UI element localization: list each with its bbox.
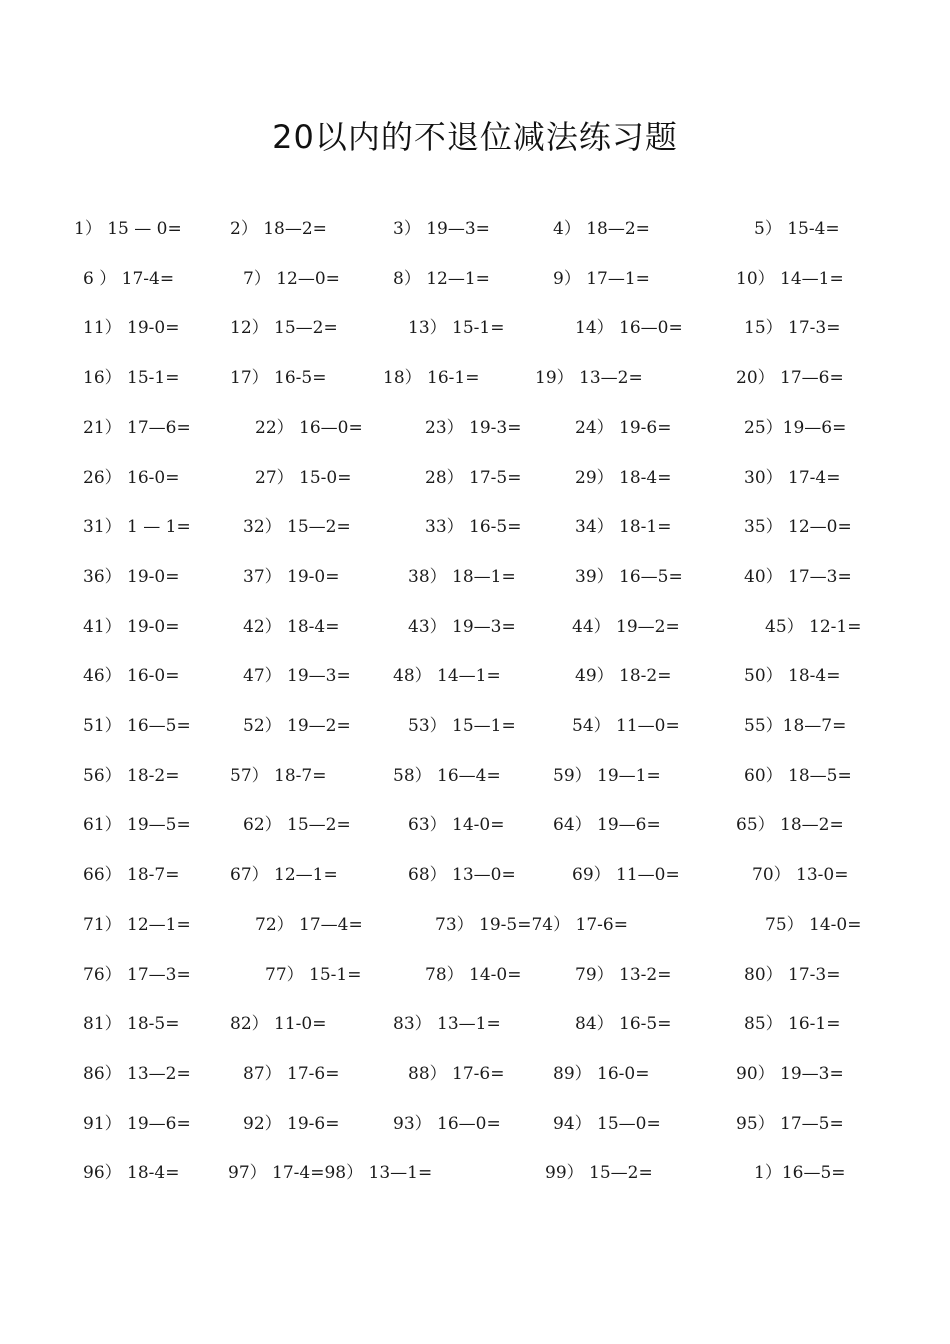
problem-item: 39） 16—5= — [575, 567, 683, 587]
problem-item: 31） 1 — 1= — [83, 517, 191, 537]
problem-item: 93） 16—0= — [393, 1114, 501, 1134]
problem-item: 51） 16—5= — [83, 716, 191, 736]
problem-item: 59） 19—1= — [553, 766, 661, 786]
problem-item: 80） 17-3= — [744, 965, 841, 985]
problem-item: 32） 15—2= — [243, 517, 351, 537]
problem-item: 8） 12—1= — [393, 269, 490, 289]
problem-item: 49） 18-2= — [575, 666, 672, 686]
problem-item: 37） 19-0= — [243, 567, 340, 587]
problem-item: 87） 17-6= — [243, 1064, 340, 1084]
problem-item: 42） 18-4= — [243, 617, 340, 637]
problem-item: 48） 14—1= — [393, 666, 501, 686]
problem-item: 13） 15-1= — [408, 318, 505, 338]
problem-item: 20） 17—6= — [736, 368, 844, 388]
problem-item: 84） 16-5= — [575, 1014, 672, 1034]
problem-item: 40） 17—3= — [744, 567, 852, 587]
problem-item: 3） 19—3= — [393, 219, 490, 239]
problem-item: 97） 17-4=98） 13—1= — [228, 1163, 433, 1183]
problem-item: 5） 15-4= — [754, 219, 840, 239]
problem-item: 73） 19-5=74） 17-6= — [435, 915, 628, 935]
problem-item: 41） 19-0= — [83, 617, 180, 637]
problem-item: 61） 19—5= — [83, 815, 191, 835]
problem-item: 89） 16-0= — [553, 1064, 650, 1084]
problem-item: 1）16—5= — [754, 1163, 846, 1183]
problem-item: 35） 12—0= — [744, 517, 852, 537]
problem-item: 16） 15-1= — [83, 368, 180, 388]
problem-item: 79） 13-2= — [575, 965, 672, 985]
problem-item: 43） 19—3= — [408, 617, 516, 637]
problem-item: 17） 16-5= — [230, 368, 327, 388]
problem-item: 94） 15—0= — [553, 1114, 661, 1134]
problem-item: 77） 15-1= — [265, 965, 362, 985]
problem-item: 62） 15—2= — [243, 815, 351, 835]
problem-item: 26） 16-0= — [83, 468, 180, 488]
problem-item: 28） 17-5= — [425, 468, 522, 488]
problem-item: 50） 18-4= — [744, 666, 841, 686]
problem-item: 71） 12—1= — [83, 915, 191, 935]
problem-item: 45） 12-1= — [765, 617, 862, 637]
problem-item: 12） 15—2= — [230, 318, 338, 338]
problem-item: 10） 14—1= — [736, 269, 844, 289]
problem-item: 60） 18—5= — [744, 766, 852, 786]
problem-item: 68） 13—0= — [408, 865, 516, 885]
problem-item: 57） 18-7= — [230, 766, 327, 786]
problem-item: 15） 17-3= — [744, 318, 841, 338]
problem-item: 19） 13—2= — [535, 368, 643, 388]
problem-item: 6 ） 17-4= — [83, 269, 175, 289]
problem-item: 44） 19—2= — [572, 617, 680, 637]
problem-item: 53） 15—1= — [408, 716, 516, 736]
problem-item: 21） 17—6= — [83, 418, 191, 438]
problem-item: 58） 16—4= — [393, 766, 501, 786]
problem-item: 11） 19-0= — [83, 318, 180, 338]
problem-item: 90） 19—3= — [736, 1064, 844, 1084]
problem-item: 46） 16-0= — [83, 666, 180, 686]
problem-item: 2） 18—2= — [230, 219, 327, 239]
problem-item: 14） 16—0= — [575, 318, 683, 338]
problem-item: 22） 16—0= — [255, 418, 363, 438]
problem-item: 33） 16-5= — [425, 517, 522, 537]
problem-item: 7） 12—0= — [243, 269, 340, 289]
problem-item: 63） 14-0= — [408, 815, 505, 835]
problem-item: 24） 19-6= — [575, 418, 672, 438]
problem-item: 65） 18—2= — [736, 815, 844, 835]
problem-item: 9） 17—1= — [553, 269, 650, 289]
problem-item: 70） 13-0= — [752, 865, 849, 885]
problem-item: 54） 11—0= — [572, 716, 680, 736]
problem-item: 29） 18-4= — [575, 468, 672, 488]
problem-item: 96） 18-4= — [83, 1163, 180, 1183]
problem-item: 25）19—6= — [744, 418, 847, 438]
problem-item: 64） 19—6= — [553, 815, 661, 835]
problem-item: 1） 15 — 0= — [74, 219, 182, 239]
problem-item: 66） 18-7= — [83, 865, 180, 885]
problem-item: 86） 13—2= — [83, 1064, 191, 1084]
problem-item: 18） 16-1= — [383, 368, 480, 388]
problem-item: 76） 17—3= — [83, 965, 191, 985]
problem-item: 67） 12—1= — [230, 865, 338, 885]
problem-item: 91） 19—6= — [83, 1114, 191, 1134]
problem-item: 85） 16-1= — [744, 1014, 841, 1034]
problem-item: 72） 17—4= — [255, 915, 363, 935]
problem-item: 75） 14-0= — [765, 915, 862, 935]
problem-item: 38） 18—1= — [408, 567, 516, 587]
problem-item: 92） 19-6= — [243, 1114, 340, 1134]
problem-item: 99） 15—2= — [545, 1163, 653, 1183]
problem-item: 47） 19—3= — [243, 666, 351, 686]
problem-item: 56） 18-2= — [83, 766, 180, 786]
problem-item: 83） 13—1= — [393, 1014, 501, 1034]
problem-item: 34） 18-1= — [575, 517, 672, 537]
page-title: 20以内的不退位减法练习题 — [272, 118, 678, 156]
problem-item: 52） 19—2= — [243, 716, 351, 736]
problem-item: 78） 14-0= — [425, 965, 522, 985]
problem-item: 82） 11-0= — [230, 1014, 327, 1034]
problem-item: 30） 17-4= — [744, 468, 841, 488]
problem-item: 55）18—7= — [744, 716, 847, 736]
problem-item: 27） 15-0= — [255, 468, 352, 488]
problem-item: 23） 19-3= — [425, 418, 522, 438]
problem-item: 81） 18-5= — [83, 1014, 180, 1034]
problem-item: 95） 17—5= — [736, 1114, 844, 1134]
problem-item: 4） 18—2= — [553, 219, 650, 239]
problem-item: 88） 17-6= — [408, 1064, 505, 1084]
problem-item: 69） 11—0= — [572, 865, 680, 885]
problem-item: 36） 19-0= — [83, 567, 180, 587]
